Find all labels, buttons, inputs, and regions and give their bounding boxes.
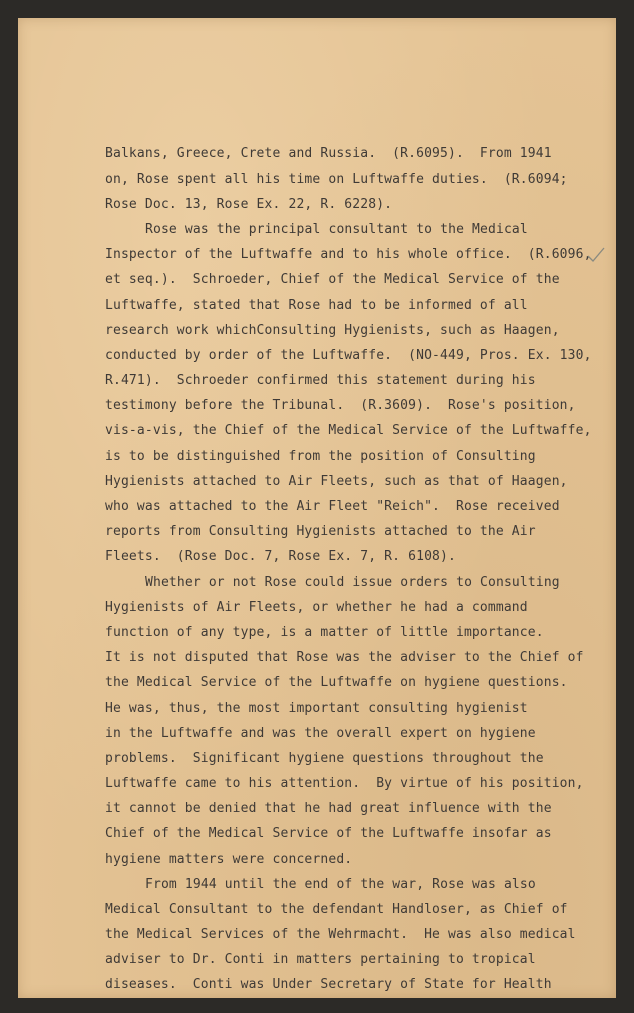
text-line: R.471). Schroeder confirmed this statement during his [105,373,536,388]
text-line: function of any type, is a matter of little importance. [105,625,544,640]
text-line: Rose was the principal consultant to the Medical [145,222,528,237]
text-line: the Medical Services of the Wehrmacht. He was also medical [105,927,576,942]
text-line: Luftwaffe came to his attention. By virtue of his position, [105,776,584,791]
text-line: conducted by order of the Luftwaffe. (NO-449, Pros. Ex. 130, [105,348,592,363]
text-line: hygiene matters were concerned. [105,852,353,867]
text-line: Rose Doc. 13, Rose Ex. 22, R. 6228). [105,197,393,212]
text-line: He was, thus, the most important consulting hygienist [105,701,528,716]
text-line: the Medical Service of the Luftwaffe on hygiene questions. [105,675,568,690]
text-line: Hygienists attached to Air Fleets, such as that of Haagen, [105,474,568,489]
text-line: diseases. Conti was Under Secretary of State for Health [105,977,552,992]
text-line: It is not disputed that Rose was the adviser to the Chief of [105,650,584,665]
text-line: Chief of the Medical Service of the Luftwaffe insofar as [105,826,552,841]
text-line: Medical Consultant to the defendant Handloser, as Chief of [105,902,568,917]
text-line: Balkans, Greece, Crete and Russia. (R.6095). From 1941 [105,146,552,161]
text-line: problems. Significant hygiene questions throughout the [105,751,544,766]
text-line: in the Luftwaffe and was the overall expert on hygiene [105,726,536,741]
text-line: research work whichConsulting Hygienists, such as Haagen, [105,323,560,338]
text-line: Whether or not Rose could issue orders to Consulting [145,575,560,590]
text-line: Luftwaffe, stated that Rose had to be informed of all [105,298,528,313]
text-line: is to be distinguished from the position of Consulting [105,449,536,464]
text-line: Hygienists of Air Fleets, or whether he had a command [105,600,528,615]
text-line: et seq.). Schroeder, Chief of the Medical Service of the [105,272,560,287]
document-page [18,18,616,998]
text-line: testimony before the Tribunal. (R.3609). Rose's position, [105,398,576,413]
text-line: Inspector of the Luftwaffe and to his whole office. (R.6096, [105,247,592,262]
checkmark-icon [586,246,606,264]
text-line: adviser to Dr. Conti in matters pertaining to tropical [105,952,536,967]
text-line: it cannot be denied that he had great influence with the [105,801,552,816]
text-line: on, Rose spent all his time on Luftwaffe duties. (R.6094; [105,172,568,187]
text-line: vis-a-vis, the Chief of the Medical Service of the Luftwaffe, [105,423,592,438]
text-line: From 1944 until the end of the war, Rose was also [145,877,536,892]
text-line: reports from Consulting Hygienists attached to the Air [105,524,536,539]
text-line: who was attached to the Air Fleet "Reich". Rose received [105,499,560,514]
text-line: Fleets. (Rose Doc. 7, Rose Ex. 7, R. 6108). [105,549,456,564]
